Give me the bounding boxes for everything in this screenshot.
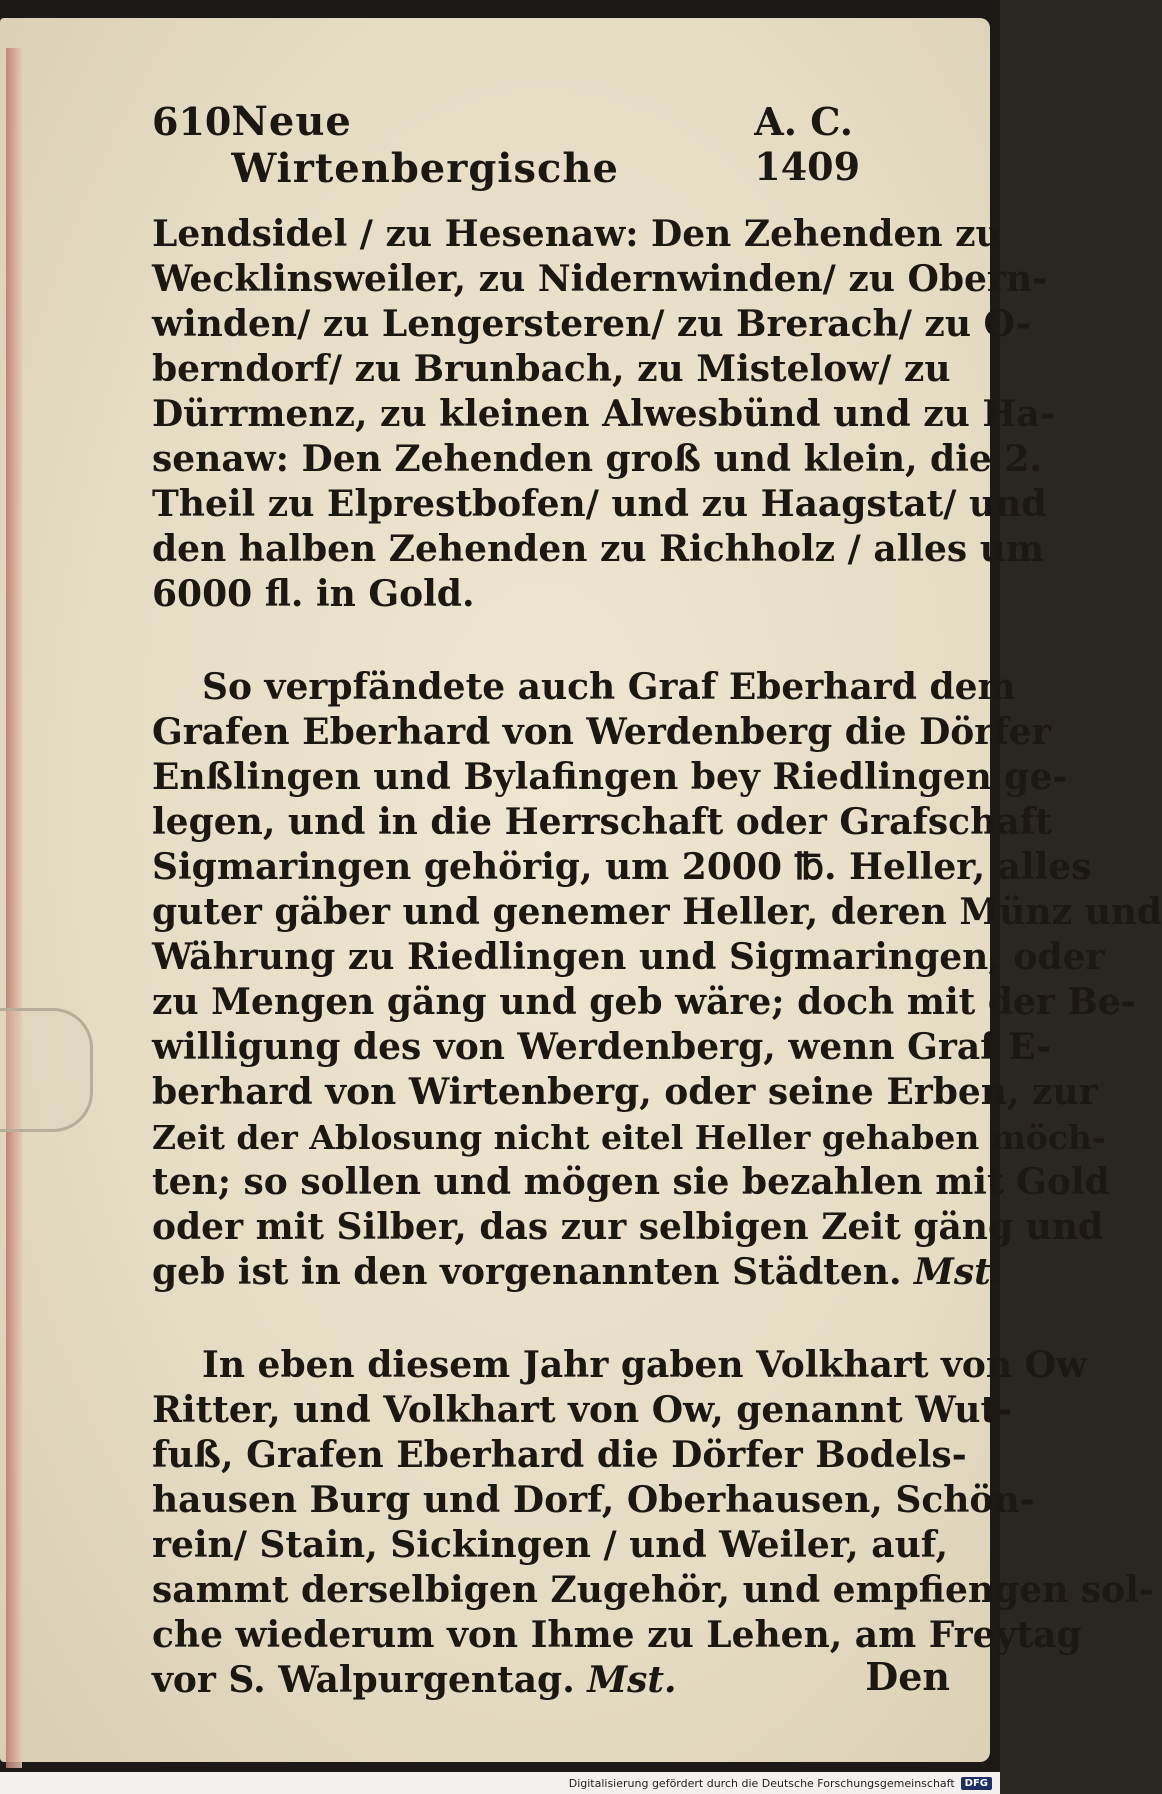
text-line: berhard von Wirtenberg, oder seine Erben, zur [152,1071,1098,1113]
text-line: Theil zu Elprestbofen/ und zu Haagstat/ und [152,483,1047,525]
text-line: Sigmaringen gehörig, um 2000 ℔. Heller, alles [152,846,1092,888]
text-line: Lendsidel / zu Hesenaw: Den Zehenden zu [152,213,1002,255]
text-line: den halben Zehenden zu Richholz / alles um [152,528,1044,570]
catchword: Den [865,1654,950,1699]
text-line: willigung des von Werdenberg, wenn Graf E- [152,1026,1052,1068]
text-line: sammt derselbigen Zugehör, und empfiengen sol- [152,1569,1154,1611]
text-line: 6000 fl. in Gold. [152,573,475,615]
text-line: Währung zu Riedlingen und Sigmaringen, oder [152,936,1105,978]
text-line [152,1250,1004,1295]
text-block [152,98,1162,1703]
digitization-footer [0,1772,1000,1794]
manuscript-mark: Mst. [587,1659,677,1701]
text-line: fuß, Grafen Eberhard die Dörfer Bodels- [152,1434,967,1476]
text-line: In eben diesem Jahr gaben Volkhart von Ow [202,1344,1087,1386]
text-line: Zeit der Ablosung nicht eitel Heller gehaben möch- [152,1118,1106,1157]
page-edge [6,48,22,1768]
text-line: ten; so sollen und mögen sie bezahlen mit Gold [152,1161,1110,1203]
page-clip [0,1008,93,1132]
text-line: Wecklinsweiler, zu Nidernwinden/ zu Obern- [152,258,1048,300]
text-line: oder mit Silber, das zur selbigen Zeit gäng und [152,1206,1104,1248]
page-number: 610 [152,99,232,144]
paragraph-3 [152,1343,1154,1703]
text-line: rein/ Stain, Sickingen / und Weiler, auf, [152,1524,948,1566]
manuscript-mark: Mst. [914,1251,1004,1293]
running-header [152,98,972,192]
dfg-logo: DFG [961,1777,992,1790]
text-line: zu Mengen gäng und geb wäre; doch mit der Be- [152,981,1136,1023]
running-title: Neue Wirtenbergische [231,98,619,192]
text-line: Dürrmenz, zu kleinen Alwesbünd und zu Ha- [152,393,1055,435]
book-page [0,18,1162,1762]
text-line: hausen Burg und Dorf, Oberhausen, Schön- [152,1479,1035,1521]
text-line: Grafen Eberhard von Werdenberg die Dörfer [152,711,1051,753]
text-line: senaw: Den Zehenden groß und klein, die 2. [152,438,1042,480]
year-marker: A. C. 1409 [754,99,861,189]
text-line: berndorf/ zu Brunbach, zu Mistelow/ zu [152,348,951,390]
text-line: legen, und in die Herrschaft oder Grafschaft [152,801,1052,843]
text-line: che wiederum von Ihme zu Lehen, am Freytag [152,1614,1082,1656]
text-line: winden/ zu Lengersteren/ zu Brerach/ zu O- [152,303,1032,345]
text-line: Enßlingen und Bylafingen bey Riedlingen ge- [152,756,1068,798]
text-line: guter gäber und genemer Heller, deren Münz und [152,891,1162,933]
text-fragment: vor S. Walpurgentag. [152,1659,575,1701]
paragraph-2 [152,665,1162,1295]
text-fragment: geb ist in den vorgenannten Städten. [152,1251,902,1293]
text-line [152,1658,972,1703]
text-line: Ritter, und Volkhart von Ow, genannt Wut- [152,1389,1013,1431]
text-line: So verpfändete auch Graf Eberhard dem [202,666,1016,708]
paragraph-1 [152,212,1055,617]
footer-credit: Digitalisierung gefördert durch die Deutsche Forschungsgemeinschaft [568,1776,955,1790]
